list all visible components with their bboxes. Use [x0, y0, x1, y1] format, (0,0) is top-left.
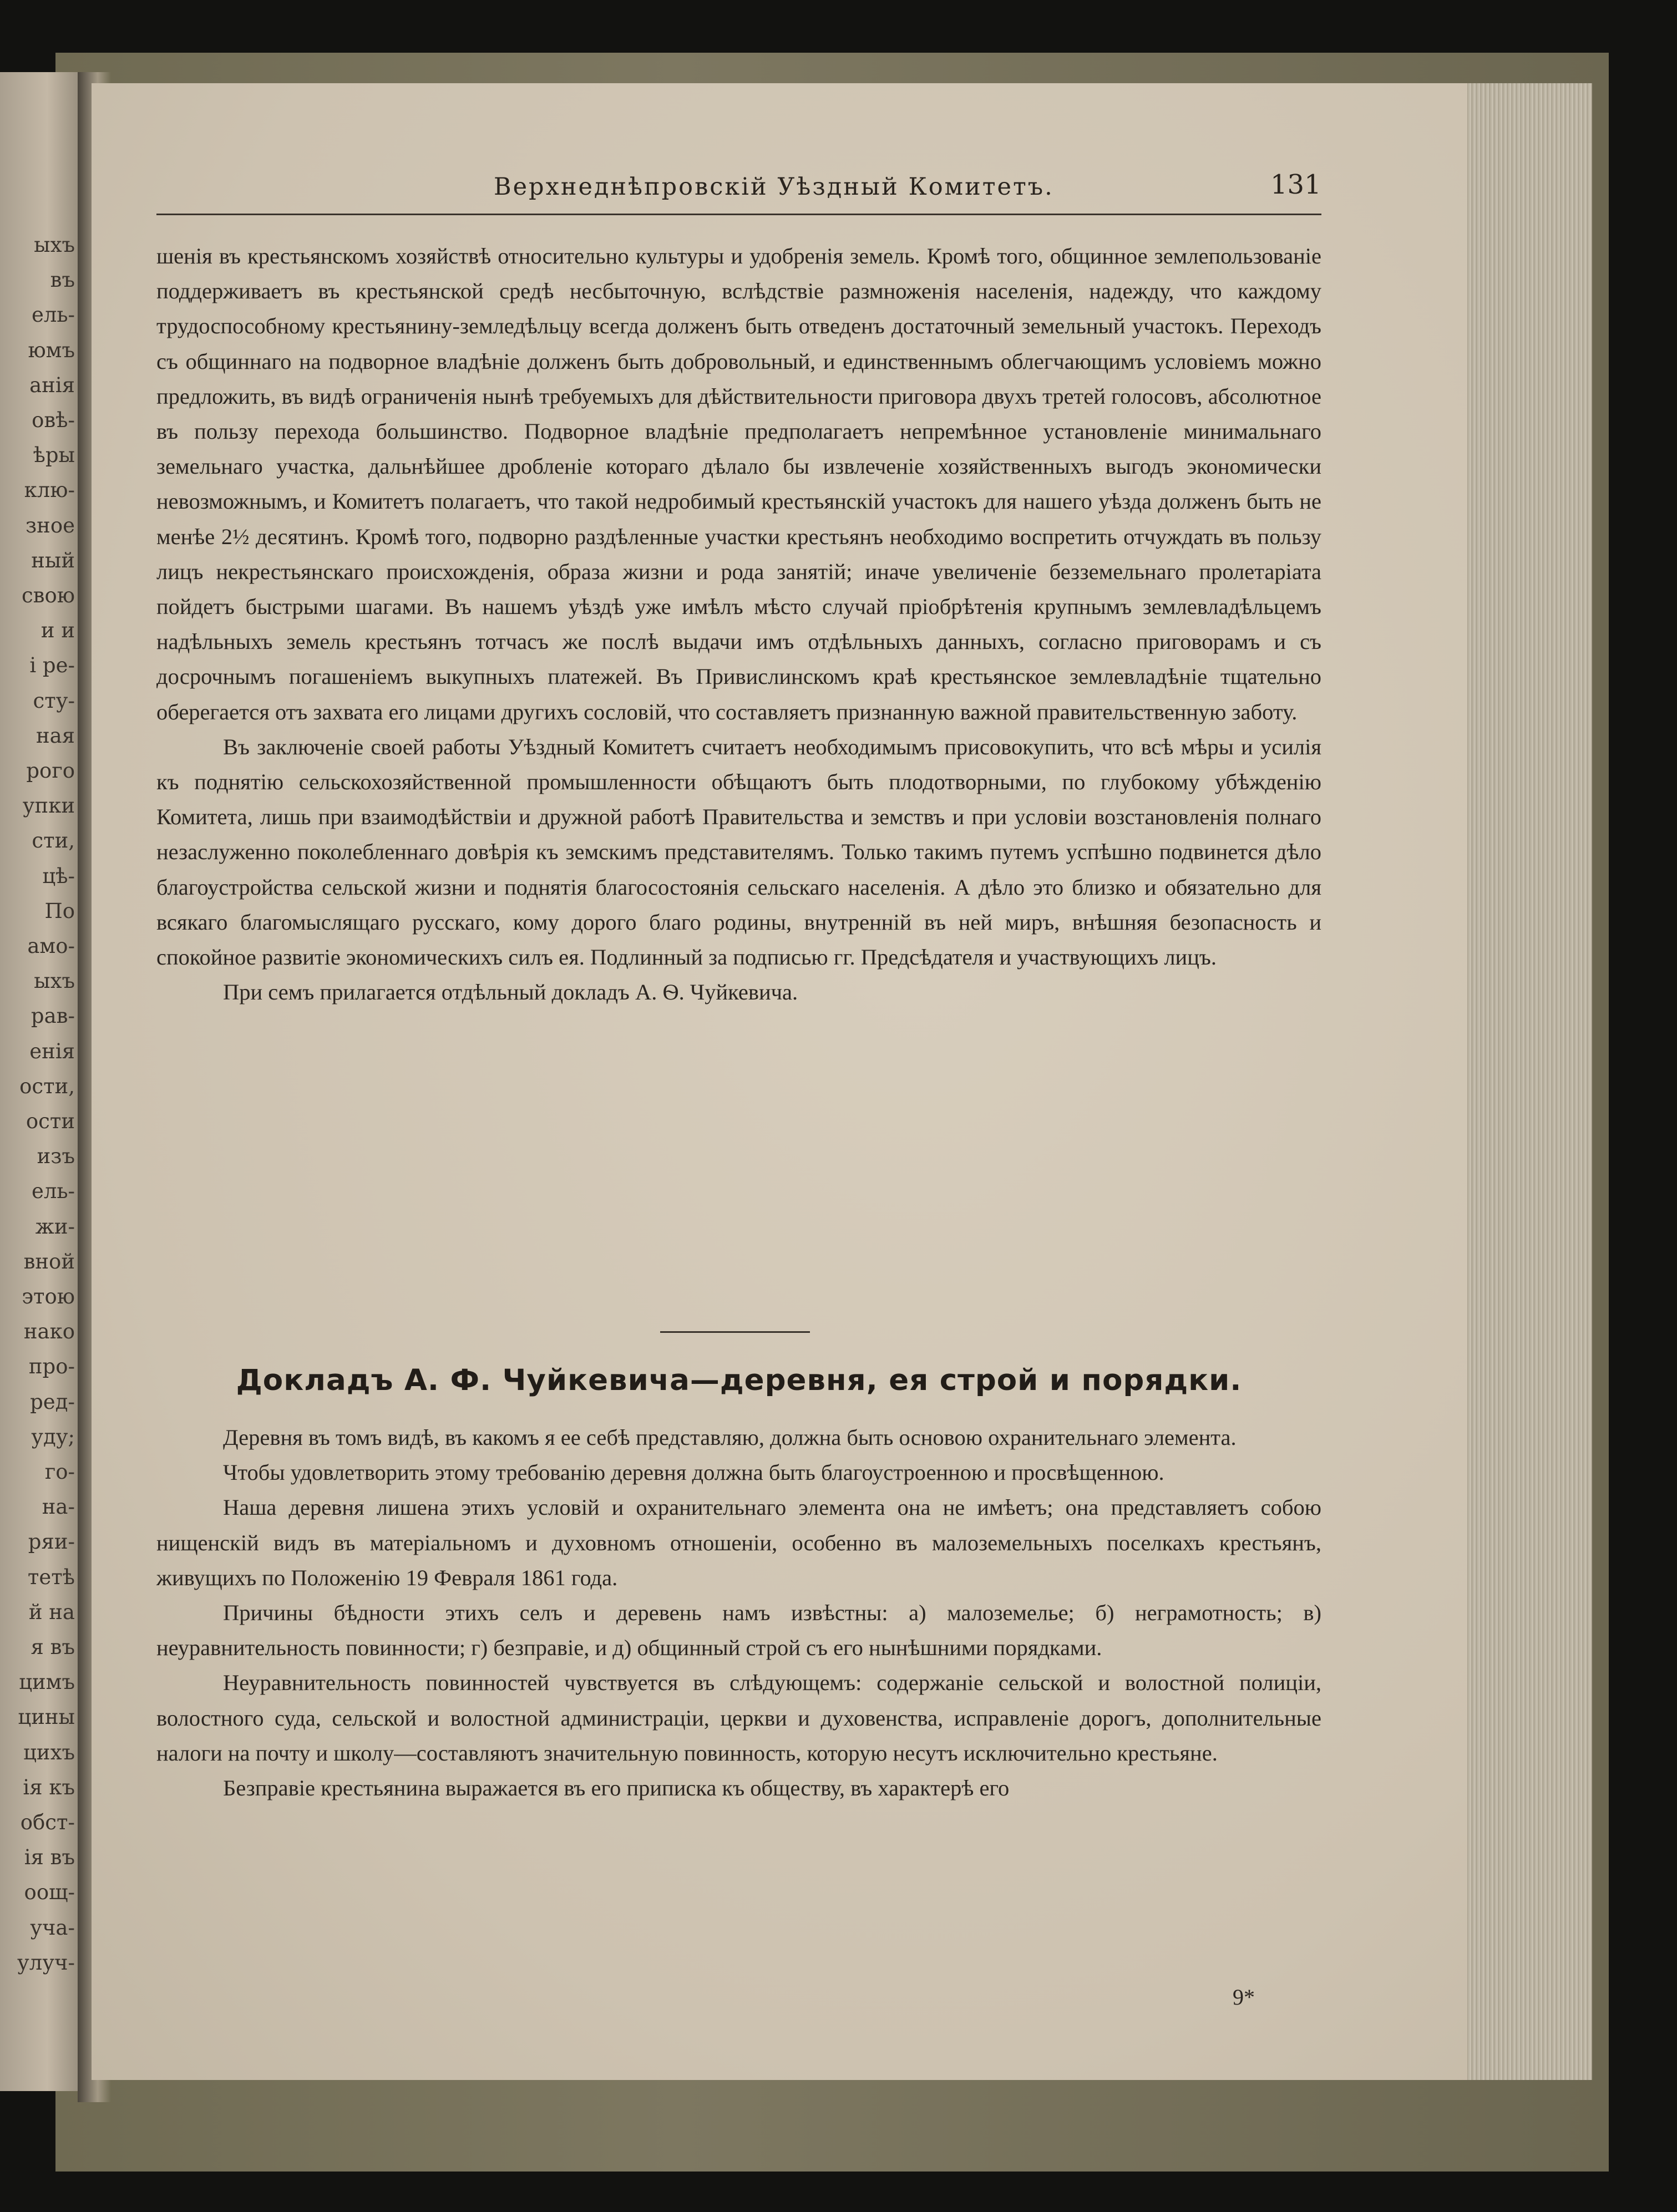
facing-page-fragment: вной — [23, 1249, 75, 1274]
facing-page-fragment: на- — [42, 1495, 75, 1519]
facing-page-fragment: уча- — [30, 1915, 75, 1940]
facing-page-fragment: ель- — [31, 303, 75, 327]
facing-page-fragment: этою — [22, 1285, 75, 1308]
facing-page-fragment: і ре- — [29, 653, 75, 678]
facing-page-fragment: изъ — [37, 1144, 75, 1169]
paragraph: Безправіе крестьянина выражается въ его приписка къ обществу, въ характерѣ его — [223, 1775, 1010, 1801]
facing-page-fragment: и и — [40, 618, 75, 643]
facing-page-fragment: тетѣ — [27, 1565, 75, 1589]
paragraph: шенія въ крестьянскомъ хозяйствѣ относительно культуры и удобренія земель. Кромѣ того, общинное землепользованіе поддерживаетъ въ крестьянской средѣ несбыточную, вслѣдствіе размноженія населенія, надежду, что каждому трудоспособному крестьянину-земледѣльцу всегда долженъ быть отведенъ достаточный земельный участокъ. Переходъ съ общиннаго на подворное владѣніе долженъ быть добровольный, и единственнымъ облегчающимъ условіемъ можно предложить, въ видѣ ограниченія нынѣ требуемыхъ для дѣйствительности приговора двухъ третей голосовъ, абсолютное въ пользу перехода большинство. Подворное владѣніе предполагаетъ непремѣнное установленіе минимальнаго земельнаго участка, дальнѣйшее дробленіе котораго дѣлало бы извлеченіе хозяйственныхъ выгодъ экономически невозможнымъ, и Комитетъ полагаетъ, что такой недробимый крестьянскій участокъ для нашего уѣзда долженъ быть не менѣе 2½ десятинъ. Кромѣ того, подворно раздѣленные участки крестьянъ необходимо воспретить отчуждать въ пользу лицъ некрестьянскаго происхожденія, образа жизни и рода занятій; иначе увеличеніе безземельнаго пролетаріата пойдетъ быстрыми шагами. Въ нашемъ уѣздѣ уже имѣлъ мѣсто случай пріобрѣтенія крупнымъ землевладѣльцемъ надѣльныхъ земель крестьянъ тотчасъ же послѣ выдачи имъ отдѣльныхъ данныхъ, согласно приговорамъ и съ досрочнымъ погашеніемъ выкупныхъ платежей. Въ Привислинскомъ краѣ крестьянское землевладѣніе тщательно оберегается отъ захвата его лицами другихъ сословій, что составляетъ признанную важной правительственную заботу. — [156, 243, 1321, 724]
paragraph: Наша деревня лишена этихъ условій и охранительнаго элемента она не имѣетъ; она представляетъ собою нищенскій видъ въ матеріальномъ и духовномъ отношеніи, особенно въ малоземельныхъ поселкахъ крестьянъ, живущихъ по Положенію 19 Февраля 1861 года. — [156, 1495, 1321, 1590]
running-head: Верхнеднѣпровскій Уѣздный Комитетъ. — [494, 173, 1054, 201]
facing-page-fragment: ыхъ — [34, 969, 75, 993]
facing-page-fragment: цихъ — [23, 1740, 75, 1764]
facing-page-fragment: оощ- — [24, 1880, 75, 1905]
facing-page-fragment: ости — [26, 1109, 75, 1133]
page-edges — [1465, 83, 1592, 2080]
paragraph: При семъ прилагается отдѣльный докладъ А. Ѳ. Чуйкевича. — [223, 980, 798, 1005]
facing-page-fragment: жи- — [35, 1214, 75, 1239]
paragraph: Деревня въ томъ видѣ, въ какомъ я ее себѣ представляю, должна быть основою охранительнаго элемента. — [223, 1425, 1237, 1450]
facing-page-fragment: про- — [28, 1354, 75, 1379]
facing-page-fragment: ный — [31, 548, 75, 572]
body-text-top — [156, 239, 1321, 1009]
paragraph: Чтобы удовлетворить этому требованію деревня должна быть благоустроенною и просвѣщенною. — [223, 1460, 1164, 1485]
facing-page-fragment: свою — [21, 584, 75, 607]
facing-page-fragment: енія — [29, 1039, 75, 1063]
facing-page-fragment: клю- — [24, 478, 75, 503]
facing-page-fragment: въ — [50, 268, 75, 292]
facing-page-fragment: рого — [26, 759, 75, 783]
facing-page-fragment: го- — [44, 1460, 75, 1484]
facing-page-fragment: ія въ — [24, 1845, 75, 1870]
facing-page-fragment: упки — [22, 794, 75, 818]
facing-page-fragment: ель- — [31, 1179, 75, 1204]
facing-page-fragment: ости, — [19, 1074, 75, 1098]
facing-page-fragment: ная — [36, 723, 75, 748]
facing-page-fragment: я въ — [31, 1635, 75, 1659]
facing-page-fragment: сти, — [32, 829, 75, 853]
section-separator — [660, 1331, 810, 1333]
facing-page-fragment: анія — [29, 373, 75, 397]
section-title: Докладъ А. Ф. Чуйкевича—деревня, ея строй и порядки. — [236, 1363, 1242, 1397]
facing-page-fragment: й на — [28, 1600, 75, 1624]
facing-page-fragment: ряи- — [28, 1530, 75, 1554]
facing-page — [0, 72, 86, 2091]
facing-page-fragment: сту- — [33, 688, 75, 713]
facing-page-fragment: ыхъ — [34, 233, 75, 257]
page-number: 131 — [1270, 169, 1321, 200]
facing-page-fragment: ія къ — [23, 1775, 75, 1799]
facing-page-fragment: нако — [23, 1320, 75, 1344]
header-rule — [156, 214, 1321, 215]
facing-page-fragment: цимъ — [19, 1670, 75, 1694]
paragraph: Причины бѣдности этихъ селъ и деревень намъ извѣстны: а) малоземелье; б) неграмотность; в) неуравнительность повинности; г) безправіе, и д) общинный строй съ его нынѣшними порядками. — [156, 1600, 1321, 1661]
facing-page-fragment: рав- — [31, 1004, 75, 1028]
facing-page-fragment: ѣры — [33, 443, 75, 468]
facing-page-fragment: зное — [25, 513, 75, 537]
paragraph: Неуравнительность повинностей чувствуется въ слѣдующемъ: содержаніе сельской и волостной полиціи, волостного суда, сельской и волостной администраціи, церкви и духовенства, исправленіе дорогъ, дополнительные налоги на почту и школу—составляютъ значительную повинность, которую несутъ исключительно крестьяне. — [156, 1670, 1321, 1765]
facing-page-fragment: цѣ- — [42, 864, 75, 888]
signature-mark: 9* — [1233, 1985, 1255, 2010]
facing-page-fragment: По — [44, 899, 75, 923]
facing-page-fragment: обст- — [20, 1810, 75, 1834]
facing-page-fragment: ред- — [30, 1389, 75, 1414]
paragraph: Въ заключеніе своей работы Уѣздный Комитетъ считаетъ необходимымъ присовокупить, что всѣ мѣры и усилія къ поднятію сельскохозяйственной промышленности обѣщаютъ быть плодотворными, по глубокому убѣжденію Комитета, лишь при взаимодѣйствіи и дружной работѣ Правительства и земствъ и при условіи возстановленія полнаго незаслуженно поколебленнаго довѣрія къ земскимъ представителямъ. Только такимъ путемъ успѣшно подвинется дѣло благоустройства сельской жизни и поднятія благосостоянія сельскаго населенія. А дѣло это близко и обязательно для всякаго благомыслящаго русскаго, кому дорого благо родины, внутренній въ ней миръ, внѣшняя безопасность и спокойное развитіе экономическихъ силъ ея. Подлинный за подписью гг. Предсѣдателя и участвующихъ лицъ. — [156, 734, 1321, 970]
facing-page-fragment: цины — [18, 1705, 75, 1729]
facing-page-fragment: амо- — [27, 934, 75, 958]
facing-page-fragment: юмъ — [28, 338, 75, 362]
body-text-bottom — [156, 1420, 1321, 1805]
facing-page-fragment: улуч- — [17, 1950, 75, 1975]
facing-page-fragment: уду; — [31, 1424, 75, 1449]
facing-page-fragment: овѣ- — [32, 408, 75, 432]
